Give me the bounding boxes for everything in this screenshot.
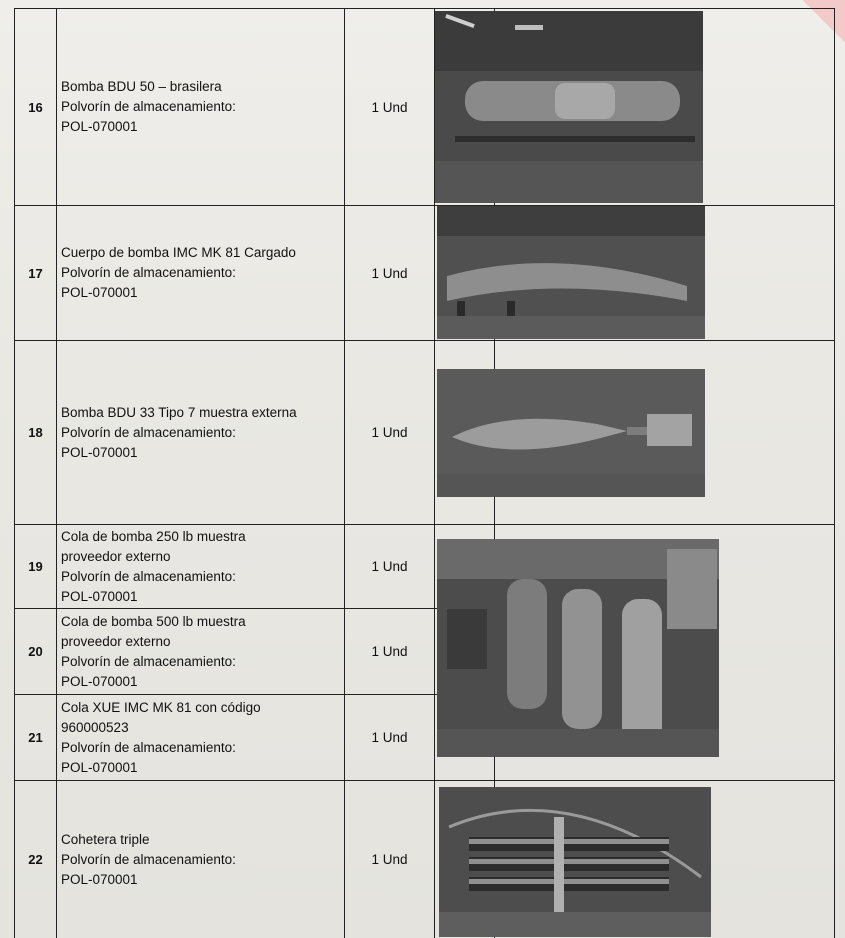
row-description: Bomba BDU 50 – brasilera Polvorín de almacenamiento: POL-070001 [57,9,345,206]
row-description: Cola de bomba 500 lb muestra proveedor externo Polvorín de almacenamiento: POL-070001 [57,609,345,695]
table-row [15,525,835,609]
table-row [15,341,835,525]
photo-cell [495,781,835,938]
bomb-bdu50-photo [435,11,703,203]
row-quantity: 1 Und [345,341,435,525]
row-quantity: 1 Und [345,206,435,341]
row-description: Cuerpo de bomba IMC MK 81 Cargado Polvorín de almacenamiento: POL-070001 [57,206,345,341]
table-row [15,206,835,341]
row-quantity: 1 Und [345,609,435,695]
row-description: Cola de bomba 250 lb muestra proveedor externo Polvorín de almacenamiento: POL-070001 [57,525,345,609]
row-number: 20 [15,609,57,695]
row-quantity: 1 Und [345,695,435,781]
row-description: Bomba BDU 33 Tipo 7 muestra externa Polvorín de almacenamiento: POL-070001 [57,341,345,525]
row-quantity: 1 Und [345,525,435,609]
row-number: 21 [15,695,57,781]
row-description: Cohetera triple Polvorín de almacenamiento: POL-070001 [57,781,345,938]
row-description: Cola XUE IMC MK 81 con código 960000523 Polvorín de almacenamiento: POL-070001 [57,695,345,781]
row-quantity: 1 Und [345,781,435,938]
bomb-body-mk81-photo [437,206,705,339]
table-row [15,9,835,206]
row-number: 17 [15,206,57,341]
inventory-table [14,8,835,938]
row-number: 16 [15,9,57,206]
photo-cell [495,9,835,206]
photo-cell [495,341,835,525]
rocket-launcher-photo [439,787,711,937]
row-number: 18 [15,341,57,525]
row-quantity: 1 Und [345,9,435,206]
photo-cell [495,525,835,781]
row-number: 22 [15,781,57,938]
bomb-bdu33-photo [437,369,705,497]
row-number: 19 [15,525,57,609]
bomb-tails-photo [437,539,719,757]
table-row [15,781,835,938]
photo-cell [495,206,835,341]
